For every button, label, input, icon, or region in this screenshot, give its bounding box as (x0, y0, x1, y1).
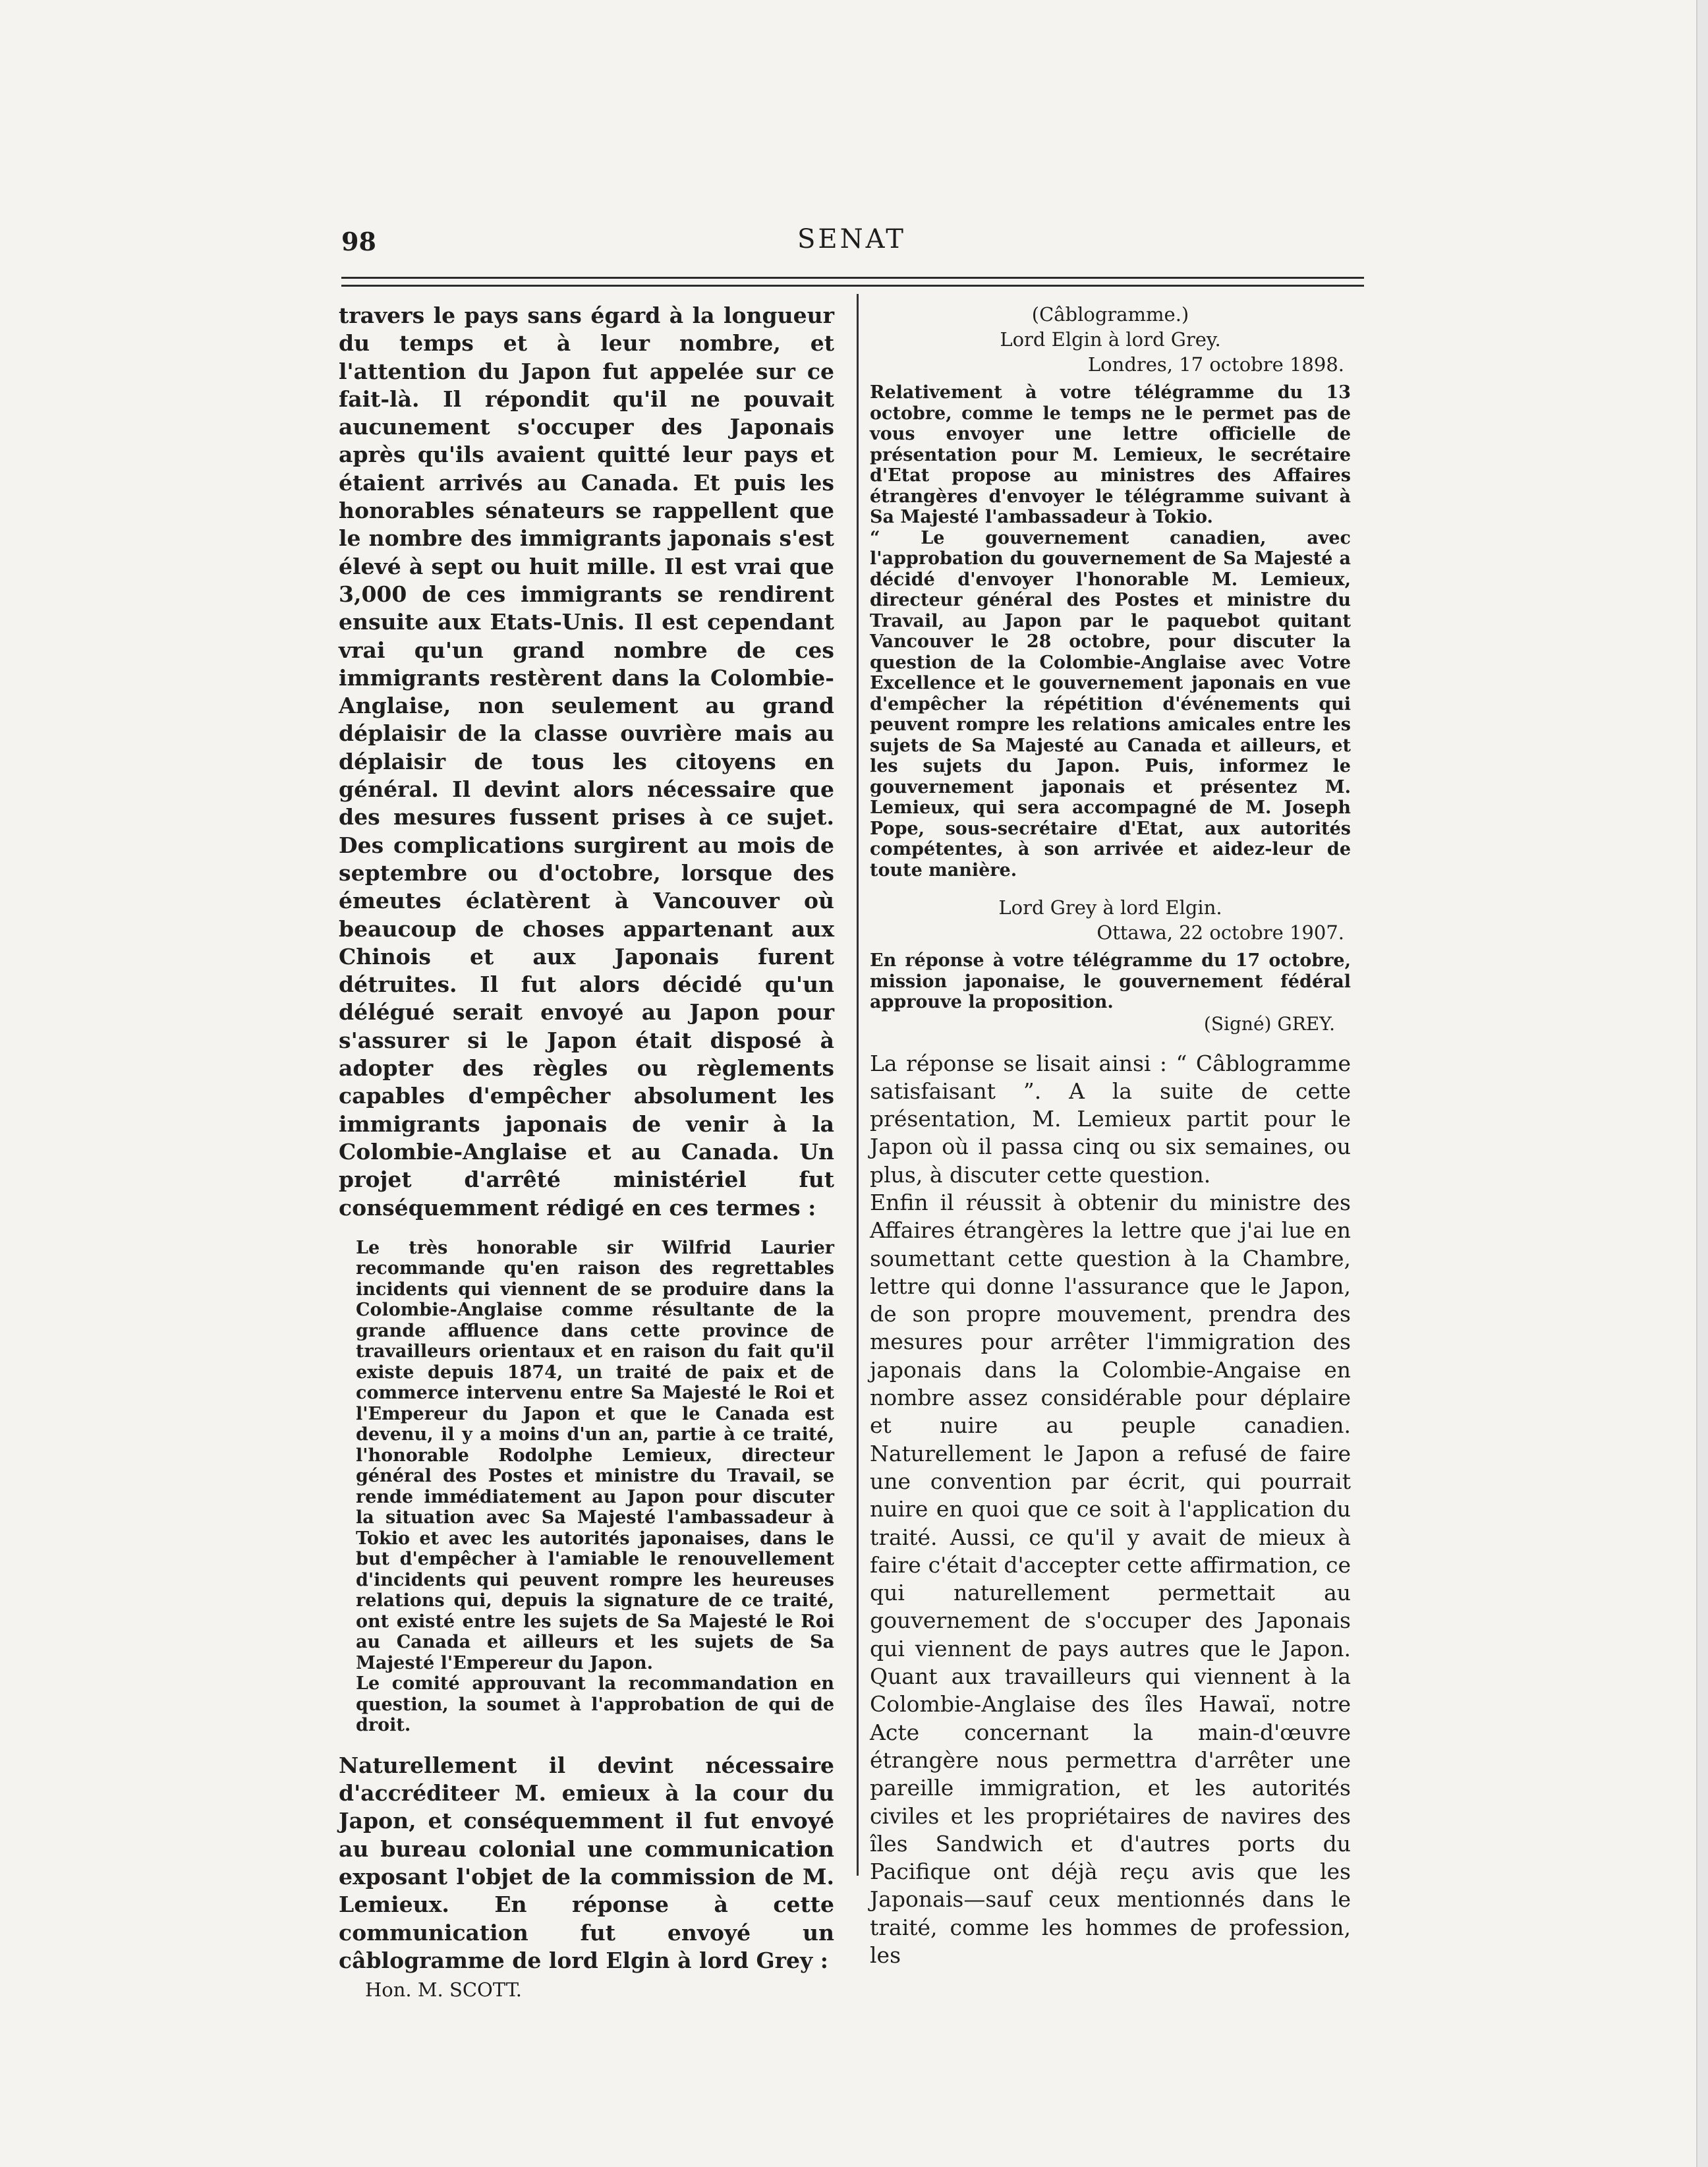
cable1-heading: Lord Elgin à lord Grey. (1000, 328, 1221, 351)
cable1-paragraph-2: “ Le gouvernement canadien, avec l'approbation du gouvernement de Sa Majesté a décidé d'envoyer l'honorable M. Lemieux, directeur général des Postes et ministre du Travail, au Japon par le paquebot quitant Vancouver le 28 octobre, pour discuter la question de la Colombie-Anglaise avec Votre Excellence et le gouvernement japonais en vue d'empêcher la répétition d'événements qui peuvent rompre les relations amicales entre les sujets de Sa Majesté au Canada et ailleurs, et les sujets du Japon. Puis, informez le gouvernement japonais et présentez M. Lemieux, qui sera accompagné de M. Joseph Pope, sous-secrétaire d'Etat, aux autorités compétentes, à son arrivée et aidez-leur de toute manière. (870, 527, 1351, 881)
quote-paragraph-1: Le très honorable sir Wilfrid Laurier recommande qu'en raison des regrettables incidents qui viennent de se produire dans la Colombie-Anglaise comme résultante de la grande affluence dans cette province de travailleurs orientaux et en raison du fait qu'il existe depuis 1874, un traité de paix et de commerce intervenu entre Sa Majesté le Roi et l'Empereur du Japon et que le Canada est devenu, il y a moins d'un an, partie à ce traité, l'honorable Rodolphe Lemieux, directeur général des Postes et ministre du Travail, se rende immédiatement au Japon pour discuter la situation avec Sa Majesté l'ambassadeur à Tokio et avec les autorités japonaises, dans le but d'empêcher à l'amiable le renouvellement d'incidents qui peuvent rompre les heureuses relations qui, depuis la signature de ce traité, ont existé entre les sujets de Sa Majesté le Roi au Canada et ailleurs et les sujets de Sa Majesté l'Empereur du Japon. (356, 1237, 834, 1673)
cable-label: (Câblogramme.) (1031, 303, 1189, 326)
page-number: 98 (341, 227, 376, 256)
right-paragraph-1: La réponse se lisait ainsi : “ Câblogramme satisfaisant ”. A la suite de cette présentation, M. Lemieux partit pour le Japon où il passa cinq ou six semaines, ou plus, à discuter cette question. (870, 1050, 1351, 1188)
cable2-signed: (Signé) GREY. (1203, 1012, 1335, 1035)
left-paragraph-2: Naturellement il devint nécessaire d'accréditeer M. emieux à la cour du Japon, et conséquemment il fut envoyé au bureau colonial une communication exposant l'objet de la commission de M. Lemieux. En réponse à cette communication fut envoyé un câblogramme de lord Elgin à lord Grey : (339, 1752, 834, 1973)
cable1-paragraph-1: Relativement à votre télégramme du 13 octobre, comme le temps ne le permet pas de vous envoyer une lettre officielle de présentation pour M. Lemieux, le secrétaire d'Etat propose au ministres des Affaires étrangères d'envoyer le télégramme suivant à Sa Majesté l'ambassadeur à Tokio. (870, 382, 1351, 527)
scan-edge (1696, 0, 1708, 2167)
quote-paragraph-2: Le comité approuvant la recommandation en question, la soumet à l'approbation de qui de droit. (356, 1673, 834, 1736)
header-rule-top (341, 277, 1364, 279)
header-rule-bottom (341, 285, 1364, 287)
cable2-heading: Lord Grey à lord Elgin. (998, 896, 1222, 919)
right-paragraph-2: Enfin il réussit à obtenir du ministre des Affaires étrangères la lettre que j'ai lue en soumettant cette question à la Chambre, lettre qui donne l'assurance que le Japon, de son propre mouvement, prendra des mesures pour arrêter l'immigration des japonais dans la Colombie-Angaise en nombre assez considérable pour déplaire et nuire au peuple canadien. Naturellement le Japon a refusé de faire une convention par écrit, qui pourrait nuire en quoi que ce soit à l'application du traité. Aussi, ce qu'il y avait de mieux à faire c'était d'accepter cette affirmation, ce qui naturellement permettait au gouvernement de s'occuper des Japonais qui viennent de pays autres que le Japon. Quant aux travailleurs qui viennent à la Colombie-Anglaise des îles Hawaï, notre Acte concernant la main-d'œuvre étrangère nous permettra d'arrêter une pareille immigration, et les autorités civiles et les propriétaires de navires des îles Sandwich et d'autres ports du Pacifique ont déjà reçu avis que les Japonais—sauf ceux mentionnés dans le traité, comme les hommes de profession, les (870, 1189, 1351, 1968)
order-in-council-quote (356, 1238, 834, 1736)
left-paragraph-1: travers le pays sans égard à la longueur du temps et à leur nombre, et l'attention du Japon fut appelée sur ce fait-là. Il répondit qu'il ne pouvait aucunement s'occuper des Japonais après qu'ils avaient quitté leur pays et étaient arrivés au Canada. Et puis les honorables sénateurs se rappellent que le nombre des immigrants japonais s'est élevé à sept ou huit mille. Il est vrai que 3,000 de ces immigrants se rendirent ensuite aux Etats-Unis. Il est cependant vrai qu'un grand nombre de ces immigrants restèrent dans la Colombie-Anglaise, non seulement au grand déplaisir de la classe ouvrière mais au déplaisir de tous les citoyens en général. Il devint alors nécessaire que des mesures fussent prises à ce sujet. Des complications surgirent au mois de septembre ou d'octobre, lorsque des émeutes éclatèrent à Vancouver où beaucoup de choses appartenant aux Chinois et aux Japonais furent détruites. Il fut alors décidé qu'un délégué serait envoyé au Japon pour s'assurer si le Japon était disposé à adopter des règles ou règlements capables d'empêcher absolument les immigrants japonais de venir à la Colombie-Anglaise et au Canada. Un projet d'arrêté ministériel fut conséquemment rédigé en ces termes : (339, 303, 834, 1221)
cable1-dateline: Londres, 17 octobre 1898. (1087, 353, 1344, 376)
cable2-dateline: Ottawa, 22 octobre 1907. (1096, 921, 1344, 944)
column-divider (857, 294, 859, 1876)
right-column (870, 302, 1351, 1969)
running-head: SENAT (797, 224, 906, 254)
left-column (339, 302, 834, 2001)
cable2-paragraph-1: En réponse à votre télégramme du 17 octobre, mission japonaise, le gouvernement fédéral approuve la proposition. (870, 950, 1351, 1012)
speaker-signature: Hon. M. SCOTT. (365, 1979, 523, 2002)
